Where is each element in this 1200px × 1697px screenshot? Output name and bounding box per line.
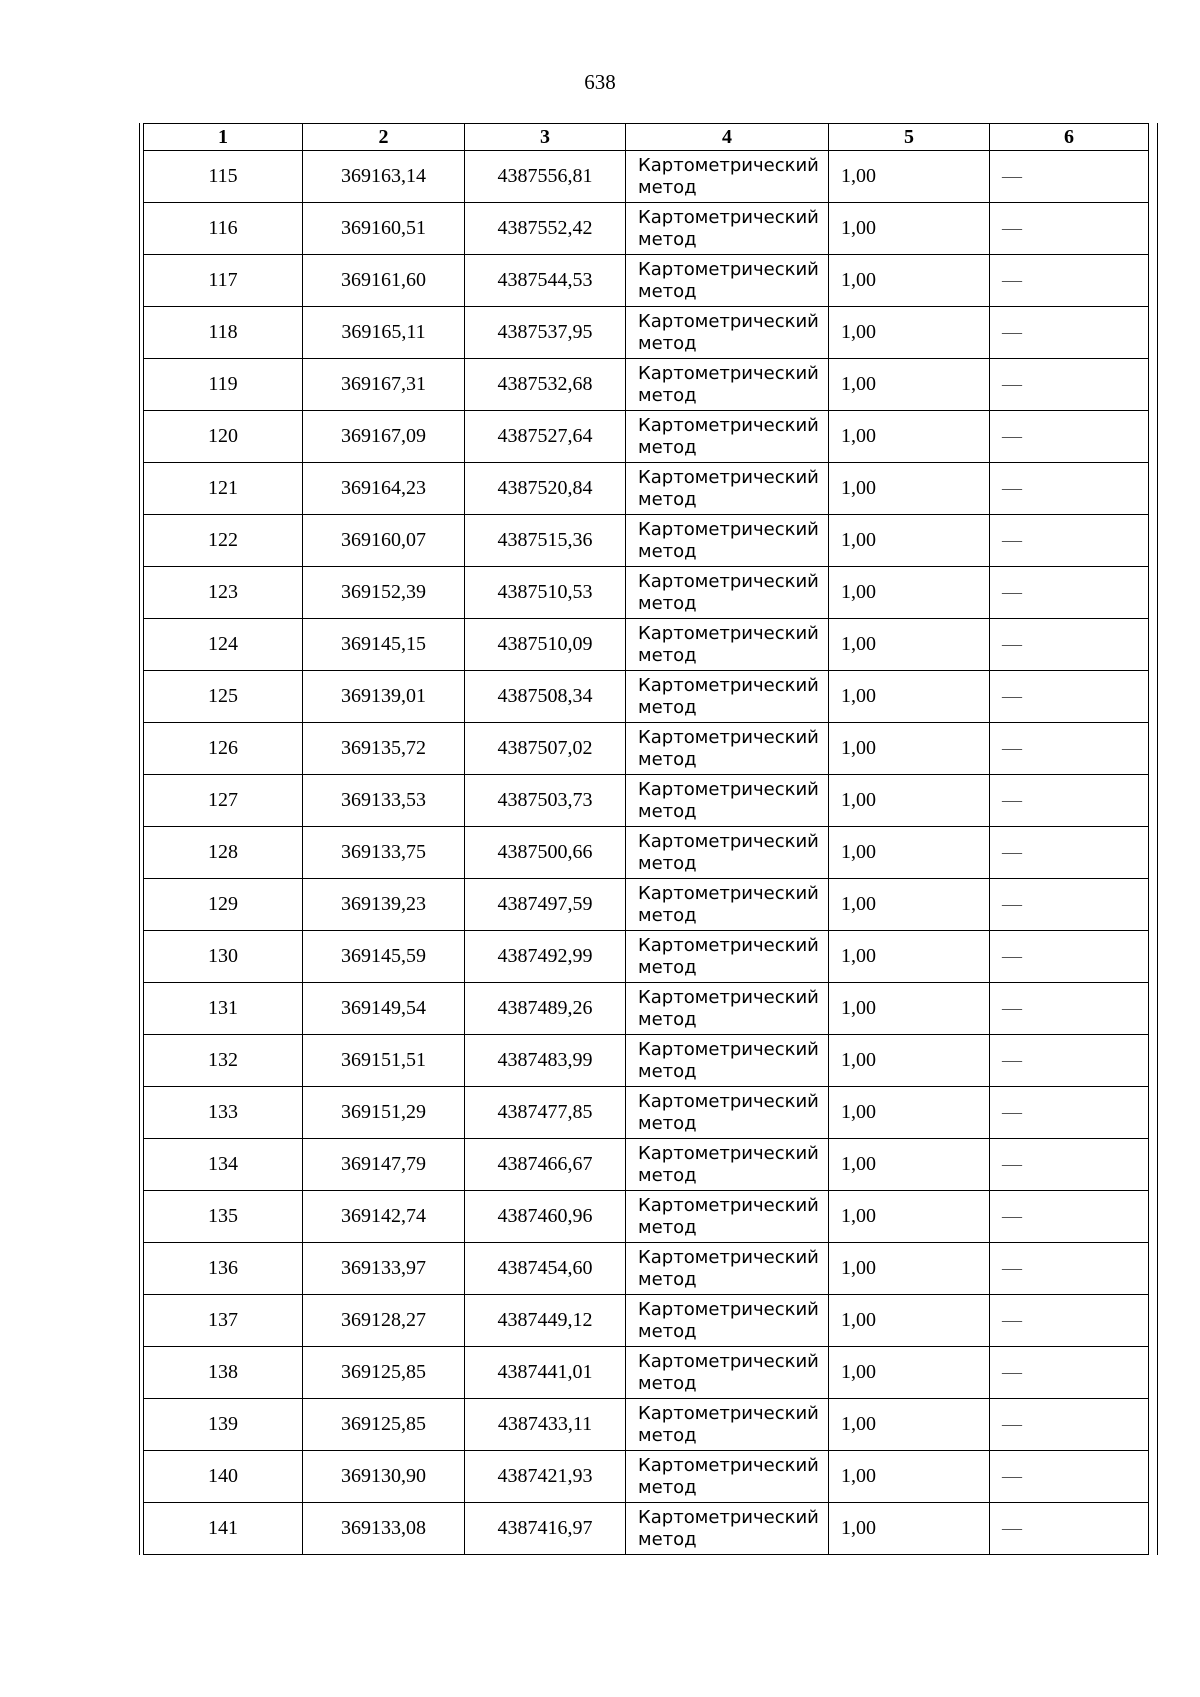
note-cell — [990, 1295, 1149, 1347]
point-number-cell: 139 — [144, 1399, 303, 1451]
note-cell — [990, 1191, 1149, 1243]
y-coordinate-cell: 4387510,09 — [465, 619, 626, 671]
x-coordinate-cell: 369145,15 — [303, 619, 465, 671]
point-number-cell: 132 — [144, 1035, 303, 1087]
accuracy-cell: 1,00 — [829, 151, 990, 203]
point-number-cell: 125 — [144, 671, 303, 723]
accuracy-cell: 1,00 — [829, 1451, 990, 1503]
table-row — [144, 619, 1149, 671]
table-body — [144, 151, 1149, 1555]
header-col-1: 1 — [144, 124, 303, 151]
x-coordinate-cell: 369147,79 — [303, 1139, 465, 1191]
x-coordinate-cell: 369125,85 — [303, 1399, 465, 1451]
point-number-cell: 141 — [144, 1503, 303, 1555]
table-row — [144, 1503, 1149, 1555]
x-coordinate-cell: 369163,14 — [303, 151, 465, 203]
x-coordinate-cell: 369167,09 — [303, 411, 465, 463]
accuracy-cell: 1,00 — [829, 931, 990, 983]
header-col-2: 2 — [303, 124, 465, 151]
y-coordinate-cell: 4387520,84 — [465, 463, 626, 515]
dash-mark: — — [1002, 321, 1022, 343]
point-number-cell: 129 — [144, 879, 303, 931]
method-cell: Картометрический метод — [626, 723, 829, 775]
note-cell — [990, 567, 1149, 619]
method-cell: Картометрический метод — [626, 1503, 829, 1555]
x-coordinate-cell: 369135,72 — [303, 723, 465, 775]
table-row — [144, 515, 1149, 567]
dash-mark: — — [1002, 529, 1022, 551]
page-number: 638 — [584, 70, 616, 94]
dash-mark: — — [1002, 1257, 1022, 1279]
y-coordinate-cell: 4387483,99 — [465, 1035, 626, 1087]
method-cell: Картометрический метод — [626, 983, 829, 1035]
dash-mark: — — [1002, 425, 1022, 447]
accuracy-cell: 1,00 — [829, 515, 990, 567]
y-coordinate-cell: 4387552,42 — [465, 203, 626, 255]
y-coordinate-cell: 4387497,59 — [465, 879, 626, 931]
point-number-cell: 128 — [144, 827, 303, 879]
method-cell: Картометрический метод — [626, 1347, 829, 1399]
point-number-cell: 140 — [144, 1451, 303, 1503]
accuracy-cell: 1,00 — [829, 411, 990, 463]
x-coordinate-cell: 369161,60 — [303, 255, 465, 307]
dash-mark: — — [1002, 1101, 1022, 1123]
accuracy-cell: 1,00 — [829, 1347, 990, 1399]
x-coordinate-cell: 369142,74 — [303, 1191, 465, 1243]
table-row — [144, 1295, 1149, 1347]
table-row — [144, 1399, 1149, 1451]
point-number-cell: 116 — [144, 203, 303, 255]
table-row — [144, 411, 1149, 463]
dash-mark: — — [1002, 789, 1022, 811]
point-number-cell: 121 — [144, 463, 303, 515]
method-cell: Картометрический метод — [626, 411, 829, 463]
method-cell: Картометрический метод — [626, 515, 829, 567]
y-coordinate-cell: 4387460,96 — [465, 1191, 626, 1243]
method-cell: Картометрический метод — [626, 619, 829, 671]
point-number-cell: 126 — [144, 723, 303, 775]
y-coordinate-cell: 4387500,66 — [465, 827, 626, 879]
method-cell: Картометрический метод — [626, 1295, 829, 1347]
point-number-cell: 119 — [144, 359, 303, 411]
dash-mark: — — [1002, 1153, 1022, 1175]
dash-mark: — — [1002, 1309, 1022, 1331]
method-cell: Картометрический метод — [626, 879, 829, 931]
table-row — [144, 1451, 1149, 1503]
accuracy-cell: 1,00 — [829, 1399, 990, 1451]
point-number-cell: 122 — [144, 515, 303, 567]
accuracy-cell: 1,00 — [829, 307, 990, 359]
y-coordinate-cell: 4387532,68 — [465, 359, 626, 411]
dash-mark: — — [1002, 1413, 1022, 1435]
dash-mark: — — [1002, 997, 1022, 1019]
method-cell: Картометрический метод — [626, 307, 829, 359]
method-cell: Картометрический метод — [626, 359, 829, 411]
y-coordinate-cell: 4387544,53 — [465, 255, 626, 307]
point-number-cell: 131 — [144, 983, 303, 1035]
note-cell — [990, 827, 1149, 879]
table-row — [144, 723, 1149, 775]
dash-mark: — — [1002, 1049, 1022, 1071]
header-col-6: 6 — [990, 124, 1149, 151]
y-coordinate-cell: 4387416,97 — [465, 1503, 626, 1555]
table-row — [144, 567, 1149, 619]
y-coordinate-cell: 4387466,67 — [465, 1139, 626, 1191]
table-row — [144, 827, 1149, 879]
accuracy-cell: 1,00 — [829, 1243, 990, 1295]
note-cell — [990, 1451, 1149, 1503]
dash-mark: — — [1002, 373, 1022, 395]
x-coordinate-cell: 369133,97 — [303, 1243, 465, 1295]
table-row — [144, 931, 1149, 983]
y-coordinate-cell: 4387433,11 — [465, 1399, 626, 1451]
note-cell — [990, 1503, 1149, 1555]
table-row — [144, 151, 1149, 203]
dash-mark: — — [1002, 737, 1022, 759]
note-cell — [990, 775, 1149, 827]
method-cell: Картометрический метод — [626, 567, 829, 619]
dash-mark: — — [1002, 1465, 1022, 1487]
dash-mark: — — [1002, 945, 1022, 967]
method-cell: Картометрический метод — [626, 463, 829, 515]
x-coordinate-cell: 369149,54 — [303, 983, 465, 1035]
x-coordinate-cell: 369139,01 — [303, 671, 465, 723]
note-cell — [990, 1347, 1149, 1399]
x-coordinate-cell: 369151,51 — [303, 1035, 465, 1087]
point-number-cell: 123 — [144, 567, 303, 619]
x-coordinate-cell: 369160,51 — [303, 203, 465, 255]
note-cell — [990, 359, 1149, 411]
dash-mark: — — [1002, 165, 1022, 187]
y-coordinate-cell: 4387421,93 — [465, 1451, 626, 1503]
note-cell — [990, 1399, 1149, 1451]
note-cell — [990, 931, 1149, 983]
y-coordinate-cell: 4387556,81 — [465, 151, 626, 203]
table-row — [144, 203, 1149, 255]
accuracy-cell: 1,00 — [829, 567, 990, 619]
dash-mark: — — [1002, 217, 1022, 239]
point-number-cell: 137 — [144, 1295, 303, 1347]
y-coordinate-cell: 4387449,12 — [465, 1295, 626, 1347]
table-row — [144, 463, 1149, 515]
accuracy-cell: 1,00 — [829, 255, 990, 307]
accuracy-cell: 1,00 — [829, 879, 990, 931]
y-coordinate-cell: 4387492,99 — [465, 931, 626, 983]
accuracy-cell: 1,00 — [829, 1295, 990, 1347]
point-number-cell: 133 — [144, 1087, 303, 1139]
accuracy-cell: 1,00 — [829, 1035, 990, 1087]
x-coordinate-cell: 369151,29 — [303, 1087, 465, 1139]
table-row — [144, 671, 1149, 723]
note-cell — [990, 411, 1149, 463]
method-cell: Картометрический метод — [626, 1451, 829, 1503]
y-coordinate-cell: 4387508,34 — [465, 671, 626, 723]
note-cell — [990, 151, 1149, 203]
coordinates-table — [143, 123, 1149, 1555]
dash-mark: — — [1002, 633, 1022, 655]
method-cell: Картометрический метод — [626, 151, 829, 203]
table-row — [144, 1191, 1149, 1243]
dash-mark: — — [1002, 1361, 1022, 1383]
y-coordinate-cell: 4387510,53 — [465, 567, 626, 619]
point-number-cell: 136 — [144, 1243, 303, 1295]
accuracy-cell: 1,00 — [829, 671, 990, 723]
y-coordinate-cell: 4387441,01 — [465, 1347, 626, 1399]
method-cell: Картометрический метод — [626, 1035, 829, 1087]
note-cell — [990, 255, 1149, 307]
method-cell: Картометрический метод — [626, 1243, 829, 1295]
dash-mark: — — [1002, 841, 1022, 863]
accuracy-cell: 1,00 — [829, 463, 990, 515]
note-cell — [990, 307, 1149, 359]
dash-mark: — — [1002, 477, 1022, 499]
note-cell — [990, 203, 1149, 255]
y-coordinate-cell: 4387527,64 — [465, 411, 626, 463]
table-row — [144, 1139, 1149, 1191]
y-coordinate-cell: 4387489,26 — [465, 983, 626, 1035]
note-cell — [990, 1035, 1149, 1087]
dash-mark: — — [1002, 1205, 1022, 1227]
x-coordinate-cell: 369130,90 — [303, 1451, 465, 1503]
accuracy-cell: 1,00 — [829, 1503, 990, 1555]
accuracy-cell: 1,00 — [829, 359, 990, 411]
accuracy-cell: 1,00 — [829, 1191, 990, 1243]
table-header-row — [144, 124, 1149, 151]
dash-mark: — — [1002, 685, 1022, 707]
note-cell — [990, 515, 1149, 567]
coordinates-table-frame — [139, 123, 1158, 1555]
x-coordinate-cell: 369145,59 — [303, 931, 465, 983]
note-cell — [990, 983, 1149, 1035]
table-row — [144, 359, 1149, 411]
x-coordinate-cell: 369133,08 — [303, 1503, 465, 1555]
y-coordinate-cell: 4387477,85 — [465, 1087, 626, 1139]
dash-mark: — — [1002, 893, 1022, 915]
x-coordinate-cell: 369167,31 — [303, 359, 465, 411]
note-cell — [990, 723, 1149, 775]
method-cell: Картометрический метод — [626, 255, 829, 307]
accuracy-cell: 1,00 — [829, 1087, 990, 1139]
note-cell — [990, 463, 1149, 515]
note-cell — [990, 879, 1149, 931]
method-cell: Картометрический метод — [626, 671, 829, 723]
table-row — [144, 1035, 1149, 1087]
table-row — [144, 307, 1149, 359]
x-coordinate-cell: 369125,85 — [303, 1347, 465, 1399]
x-coordinate-cell: 369128,27 — [303, 1295, 465, 1347]
x-coordinate-cell: 369133,53 — [303, 775, 465, 827]
point-number-cell: 130 — [144, 931, 303, 983]
method-cell: Картометрический метод — [626, 931, 829, 983]
header-col-4: 4 — [626, 124, 829, 151]
table-row — [144, 775, 1149, 827]
note-cell — [990, 1243, 1149, 1295]
note-cell — [990, 1139, 1149, 1191]
accuracy-cell: 1,00 — [829, 619, 990, 671]
x-coordinate-cell: 369139,23 — [303, 879, 465, 931]
point-number-cell: 120 — [144, 411, 303, 463]
y-coordinate-cell: 4387454,60 — [465, 1243, 626, 1295]
y-coordinate-cell: 4387515,36 — [465, 515, 626, 567]
point-number-cell: 135 — [144, 1191, 303, 1243]
y-coordinate-cell: 4387537,95 — [465, 307, 626, 359]
method-cell: Картометрический метод — [626, 827, 829, 879]
y-coordinate-cell: 4387507,02 — [465, 723, 626, 775]
x-coordinate-cell: 369152,39 — [303, 567, 465, 619]
x-coordinate-cell: 369165,11 — [303, 307, 465, 359]
dash-mark: — — [1002, 581, 1022, 603]
table-row — [144, 255, 1149, 307]
method-cell: Картометрический метод — [626, 203, 829, 255]
note-cell — [990, 619, 1149, 671]
point-number-cell: 118 — [144, 307, 303, 359]
table-row — [144, 1347, 1149, 1399]
accuracy-cell: 1,00 — [829, 775, 990, 827]
table-row — [144, 983, 1149, 1035]
x-coordinate-cell: 369164,23 — [303, 463, 465, 515]
x-coordinate-cell: 369133,75 — [303, 827, 465, 879]
header-col-5: 5 — [829, 124, 990, 151]
x-coordinate-cell: 369160,07 — [303, 515, 465, 567]
method-cell: Картометрический метод — [626, 775, 829, 827]
point-number-cell: 134 — [144, 1139, 303, 1191]
table-row — [144, 1243, 1149, 1295]
note-cell — [990, 1087, 1149, 1139]
point-number-cell: 127 — [144, 775, 303, 827]
accuracy-cell: 1,00 — [829, 827, 990, 879]
accuracy-cell: 1,00 — [829, 983, 990, 1035]
accuracy-cell: 1,00 — [829, 1139, 990, 1191]
accuracy-cell: 1,00 — [829, 723, 990, 775]
accuracy-cell: 1,00 — [829, 203, 990, 255]
y-coordinate-cell: 4387503,73 — [465, 775, 626, 827]
note-cell — [990, 671, 1149, 723]
method-cell: Картометрический метод — [626, 1139, 829, 1191]
header-col-3: 3 — [465, 124, 626, 151]
method-cell: Картометрический метод — [626, 1191, 829, 1243]
table-row — [144, 1087, 1149, 1139]
dash-mark: — — [1002, 269, 1022, 291]
dash-mark: — — [1002, 1517, 1022, 1539]
point-number-cell: 117 — [144, 255, 303, 307]
point-number-cell: 138 — [144, 1347, 303, 1399]
method-cell: Картометрический метод — [626, 1087, 829, 1139]
point-number-cell: 115 — [144, 151, 303, 203]
table-row — [144, 879, 1149, 931]
point-number-cell: 124 — [144, 619, 303, 671]
method-cell: Картометрический метод — [626, 1399, 829, 1451]
